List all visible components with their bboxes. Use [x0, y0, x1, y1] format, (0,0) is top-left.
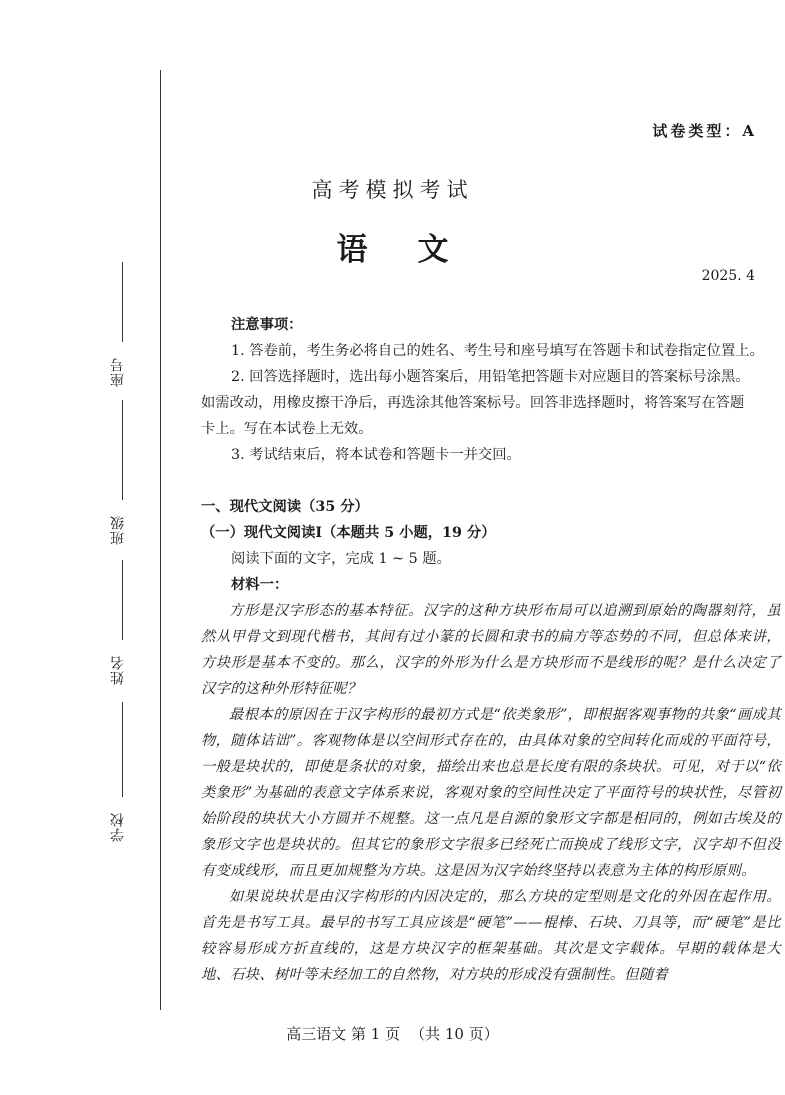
- school-field: [108, 702, 128, 842]
- exam-date: 2025. 4: [701, 268, 755, 284]
- passage-paragraph-1: 方形是汉字形态的基本特征。汉字的这种方块形布局可以追溯到原始的陶器刻符，虽然从甲骨文到现代楷书，其间有过小篆的长圆和隶书的扁方等态势的不同，但总体来讲，方块形是基本不变的。那么，汉字的外形为什么是方块形而不是线形的呢？是什么决定了汉字的这种外形特征呢？: [201, 603, 781, 697]
- footer-page-label: 高三语文 第 1 页: [286, 1025, 401, 1043]
- exam-title: 高考模拟考试: [311, 178, 474, 202]
- section-title: 一、现代文阅读（35 分）: [201, 499, 369, 515]
- name-label: 姓名: [110, 655, 126, 685]
- seat-label: 座号: [110, 357, 126, 387]
- page-footer: [0, 1023, 785, 1044]
- notice-item-2-line-3: 卡上。写在本试卷上无效。: [201, 421, 373, 437]
- footer-total: （共 10 页）: [410, 1025, 499, 1043]
- subject-char-2: 文: [417, 232, 449, 268]
- notice-item-1: 1. 答卷前，考生务必将自己的姓名、考生号和座号填写在答题卡和试卷指定位置上。: [231, 343, 764, 359]
- subject-title: [0, 224, 785, 269]
- main-content: [201, 312, 781, 988]
- binding-line: [160, 70, 161, 1010]
- instruction: 阅读下面的文字，完成 1 ~ 5 题。: [231, 551, 451, 567]
- class-label: 班级: [110, 515, 126, 545]
- paper-type: 试卷类型：A: [652, 122, 757, 140]
- passage-paragraph-2: 最根本的原因在于汉字构形的最初方式是“依类象形”，即根据客观事物的共象“画成其物，随体诘诎”。客观物体是以空间形式存在的，由具体对象的空间转化而成的平面符号，一般是块状的，即使是条状的对象，描绘出来也总是长度有限的条块状。可见，对于以“依类象形”为基础的表意文字体系来说，客观对象的空间性决定了平面符号的块状性，尽管初始阶段的块状大小方圆并不规整。这一点凡是自源的象形文字都是相同的，例如古埃及的象形文字也是块状的。但其它的象形文字很多已经死亡而换成了线形文字，汉字却不但没有变成线形，而且更加规整为方块。这是因为汉字始终坚持以表意为主体的构形原则。: [201, 707, 781, 879]
- class-field: [108, 400, 128, 545]
- name-field: [108, 560, 128, 685]
- notice-item-2-line-2: 如需改动，用橡皮擦干净后，再选涂其他答案标号。回答非选择题时，将答案写在答题: [201, 395, 745, 411]
- notice-item-2-line-1: 2. 回答选择题时，选出每小题答案后，用铅笔把答题卡对应题目的答案标号涂黑。: [231, 369, 750, 385]
- subsection-title: （一）现代文阅读Ⅰ（本题共 5 小题，19 分）: [201, 525, 496, 541]
- notice-item-3: 3. 考试结束后，将本试卷和答题卡一并交回。: [231, 447, 521, 463]
- passage-paragraph-3: 如果说块状是由汉字构形的内因决定的，那么方块的定型则是文化的外因在起作用。首先是书写工具。最早的书写工具应该是“硬笔”——棍棒、石块、刀具等，而“硬笔”是比较容易形成方折直线的，这是方块汉字的框架基础。其次是文字载体。早期的载体是大地、石块、树叶等未经加工的自然物，对方块的形成没有强制性。但随着: [201, 889, 781, 983]
- notice-title: 注意事项：: [231, 317, 303, 333]
- material-label: 材料一：: [231, 577, 289, 593]
- school-label: 学校: [110, 812, 126, 842]
- seat-field: [108, 262, 128, 387]
- subject-char-1: 语: [336, 232, 368, 268]
